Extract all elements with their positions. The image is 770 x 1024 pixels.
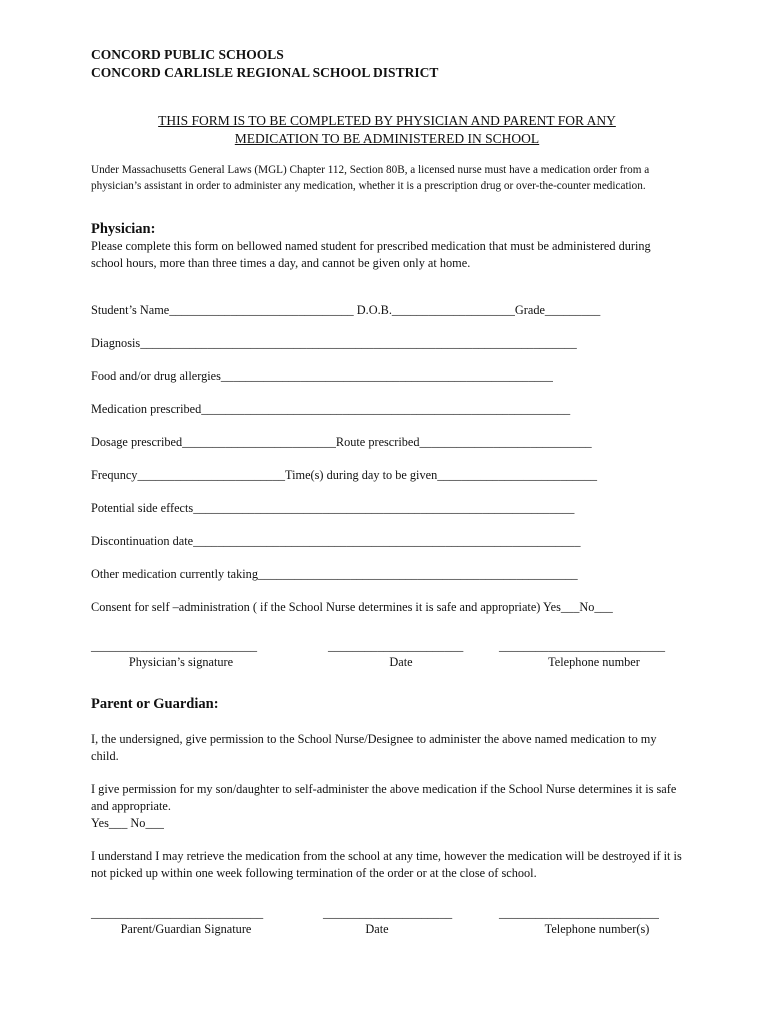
- physician-instructions: Please complete this form on bellowed named student for prescribed medication that must be administered during school hours, more than three times a day, and cannot be given only at home.: [91, 239, 651, 270]
- title-line-2: MEDICATION TO BE ADMINISTERED IN SCHOOL: [234, 131, 540, 146]
- parent-date-label: Date: [365, 922, 389, 936]
- self-administer-yes-no[interactable]: Yes___ No___: [91, 816, 164, 830]
- form-title: [91, 112, 683, 148]
- discontinuation-field[interactable]: Discontinuation date_______________________________________________________________: [91, 534, 581, 548]
- physician-phone-label: Telephone number: [548, 655, 640, 669]
- allergies-field[interactable]: Food and/or drug allergies______________________________________________________: [91, 369, 553, 383]
- physician-heading: Physician:: [91, 221, 156, 237]
- side-effects-field[interactable]: Potential side effects______________________________________________________________: [91, 501, 575, 515]
- physician-date-line[interactable]: ______________________: [328, 639, 464, 653]
- physician-signature-line[interactable]: ___________________________: [91, 639, 258, 653]
- parent-date-line[interactable]: _____________________: [323, 906, 453, 920]
- frequency-field[interactable]: Frequncy________________________Time(s) during day to be given__________________________: [91, 468, 598, 482]
- dosage-route-field[interactable]: Dosage prescribed_________________________Route prescribed____________________________: [91, 435, 592, 449]
- physician-phone-line[interactable]: ___________________________: [499, 639, 666, 653]
- parent-heading: Parent or Guardian:: [91, 696, 219, 712]
- physician-date-label: Date: [389, 655, 413, 669]
- physician-signature-label: Physician’s signature: [128, 655, 234, 669]
- other-medication-field[interactable]: Other medication currently taking____________________________________________________: [91, 567, 578, 581]
- retrieval-paragraph: I understand I may retrieve the medication from the school at any time, however the medication will be destroyed if it is not picked up within one week following termination of the order or at the close of school.: [91, 849, 682, 880]
- physician-fields: [91, 302, 683, 615]
- intro-paragraph: Under Massachusetts General Laws (MGL) Chapter 112, Section 80B, a licensed nurse must have a medication order from a physician’s assistant in order to administer any medication, whether it is a prescription drug or over-the-counter medication.: [91, 164, 650, 192]
- student-name-field[interactable]: Student’s Name______________________________ D.O.B.____________________Grade_________: [91, 303, 601, 317]
- header-line-2: CONCORD CARLISLE REGIONAL SCHOOL DISTRICT: [91, 65, 439, 80]
- diagnosis-field[interactable]: Diagnosis_______________________________________________________________________: [91, 336, 577, 350]
- self-administer-paragraph: I give permission for my son/daughter to self-administer the above medication if the School Nurse determines it is safe and appropriate.: [91, 782, 677, 813]
- parent-signature-label: Parent/Guardian Signature: [120, 922, 252, 936]
- parent-phone-label: Telephone number(s): [544, 922, 650, 936]
- parent-signature-line[interactable]: ____________________________: [91, 906, 264, 920]
- district-header: [91, 46, 683, 82]
- parent-permission-paragraph: I, the undersigned, give permission to the School Nurse/Designee to administer the above named medication to my child.: [91, 732, 657, 763]
- title-line-1: THIS FORM IS TO BE COMPLETED BY PHYSICIAN AND PARENT FOR ANY: [158, 113, 616, 128]
- medication-field[interactable]: Medication prescribed____________________________________________________________: [91, 402, 571, 416]
- parent-signature-row: [91, 906, 683, 940]
- physician-signature-row: [91, 639, 683, 673]
- header-line-1: CONCORD PUBLIC SCHOOLS: [91, 47, 284, 62]
- medication-form: [91, 46, 683, 940]
- parent-phone-line[interactable]: __________________________: [499, 906, 659, 920]
- consent-field[interactable]: Consent for self –administration ( if the School Nurse determines it is safe and appropriate) Yes___No___: [91, 600, 613, 614]
